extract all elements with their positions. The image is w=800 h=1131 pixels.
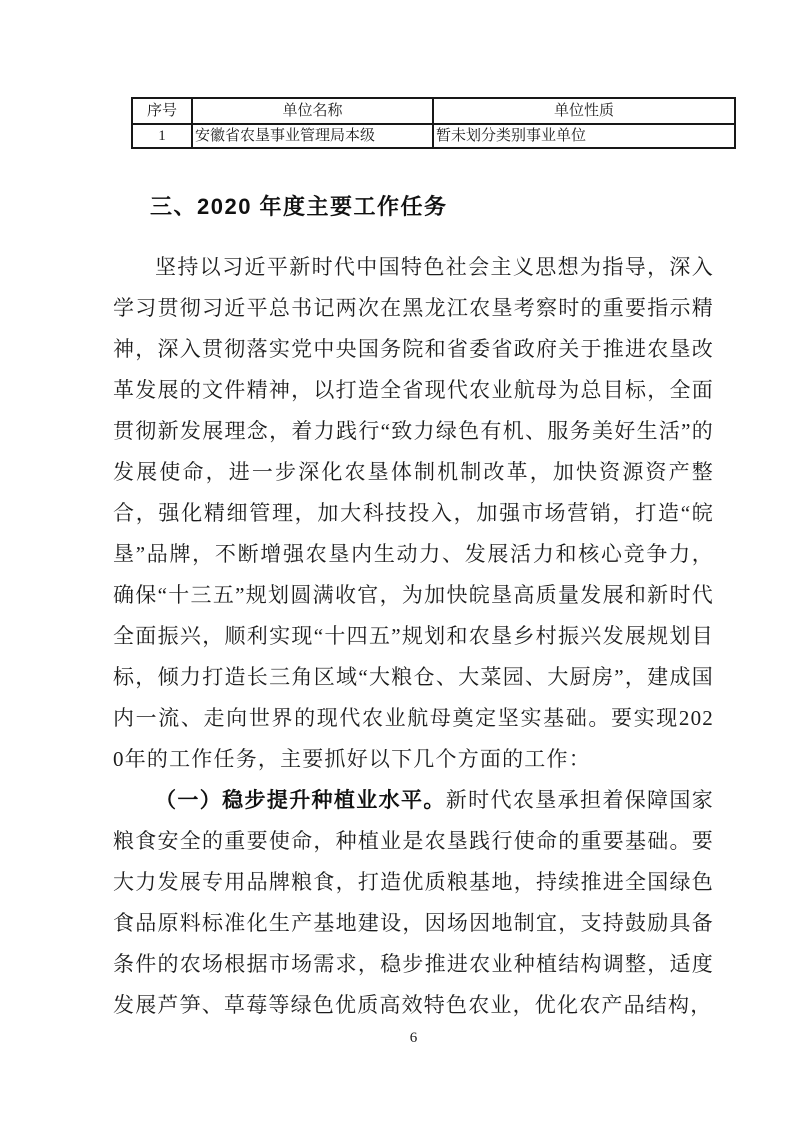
cell-index: 1 [132, 124, 192, 148]
cell-unit-name: 安徽省农垦事业管理局本级 [192, 124, 433, 148]
table-header-index: 序号 [132, 98, 192, 124]
cell-unit-type: 暂未划分类别事业单位 [433, 124, 735, 148]
table-header-unit-name: 单位名称 [192, 98, 433, 124]
paragraph-2-text: 新时代农垦承担着保障国家粮食安全的重要使命，种植业是农垦践行使命的重要基础。要大力发展专用品牌粮食，打造优质粮基地，持续推进全国绿色食品原料标准化生产基地建设，因场因地制宜，支持鼓励具备条件的农场根据市场需求，稳步推进农业种植结构调整，适度发展芦笋、草莓等绿色优质高效特色农业，优化农产品结构， [113, 788, 714, 1017]
paragraph-2-lead: （一）稳步提升种植业水平。 [155, 788, 446, 812]
unit-table [131, 97, 736, 149]
table-header-unit-type: 单位性质 [433, 98, 735, 124]
section-heading: 三、2020 年度主要工作任务 [150, 194, 448, 219]
paragraph-1: 坚持以习近平新时代中国特色社会主义思想为指导，深入学习贯彻习近平总书记两次在黑龙江农垦考察时的重要指示精神，深入贯彻落实党中央国务院和省委省政府关于推进农垦改革发展的文件精神，以打造全省现代农业航母为总目标，全面贯彻新发展理念，着力践行“致力绿色有机、服务美好生活”的发展使命，进一步深化农垦体制机制改革，加快资源资产整合，强化精细管理，加大科技投入，加强市场营销，打造“皖垦”品牌，不断增强农垦内生动力、发展活力和核心竞争力，确保“十三五”规划圆满收官，为加快皖垦高质量发展和新时代全面振兴，顺利实现“十四五”规划和农垦乡村振兴发展规划目标，倾力打造长三角区域“大粮仓、大菜园、大厨房”，建成国内一流、走向世界的现代农业航母奠定坚实基础。要实现2020年的工作任务，主要抓好以下几个方面的工作： [113, 255, 714, 771]
page-number: 6 [409, 1030, 418, 1046]
table-header-row [132, 98, 735, 124]
paragraph-2 [113, 780, 714, 1026]
table-row [132, 124, 735, 148]
